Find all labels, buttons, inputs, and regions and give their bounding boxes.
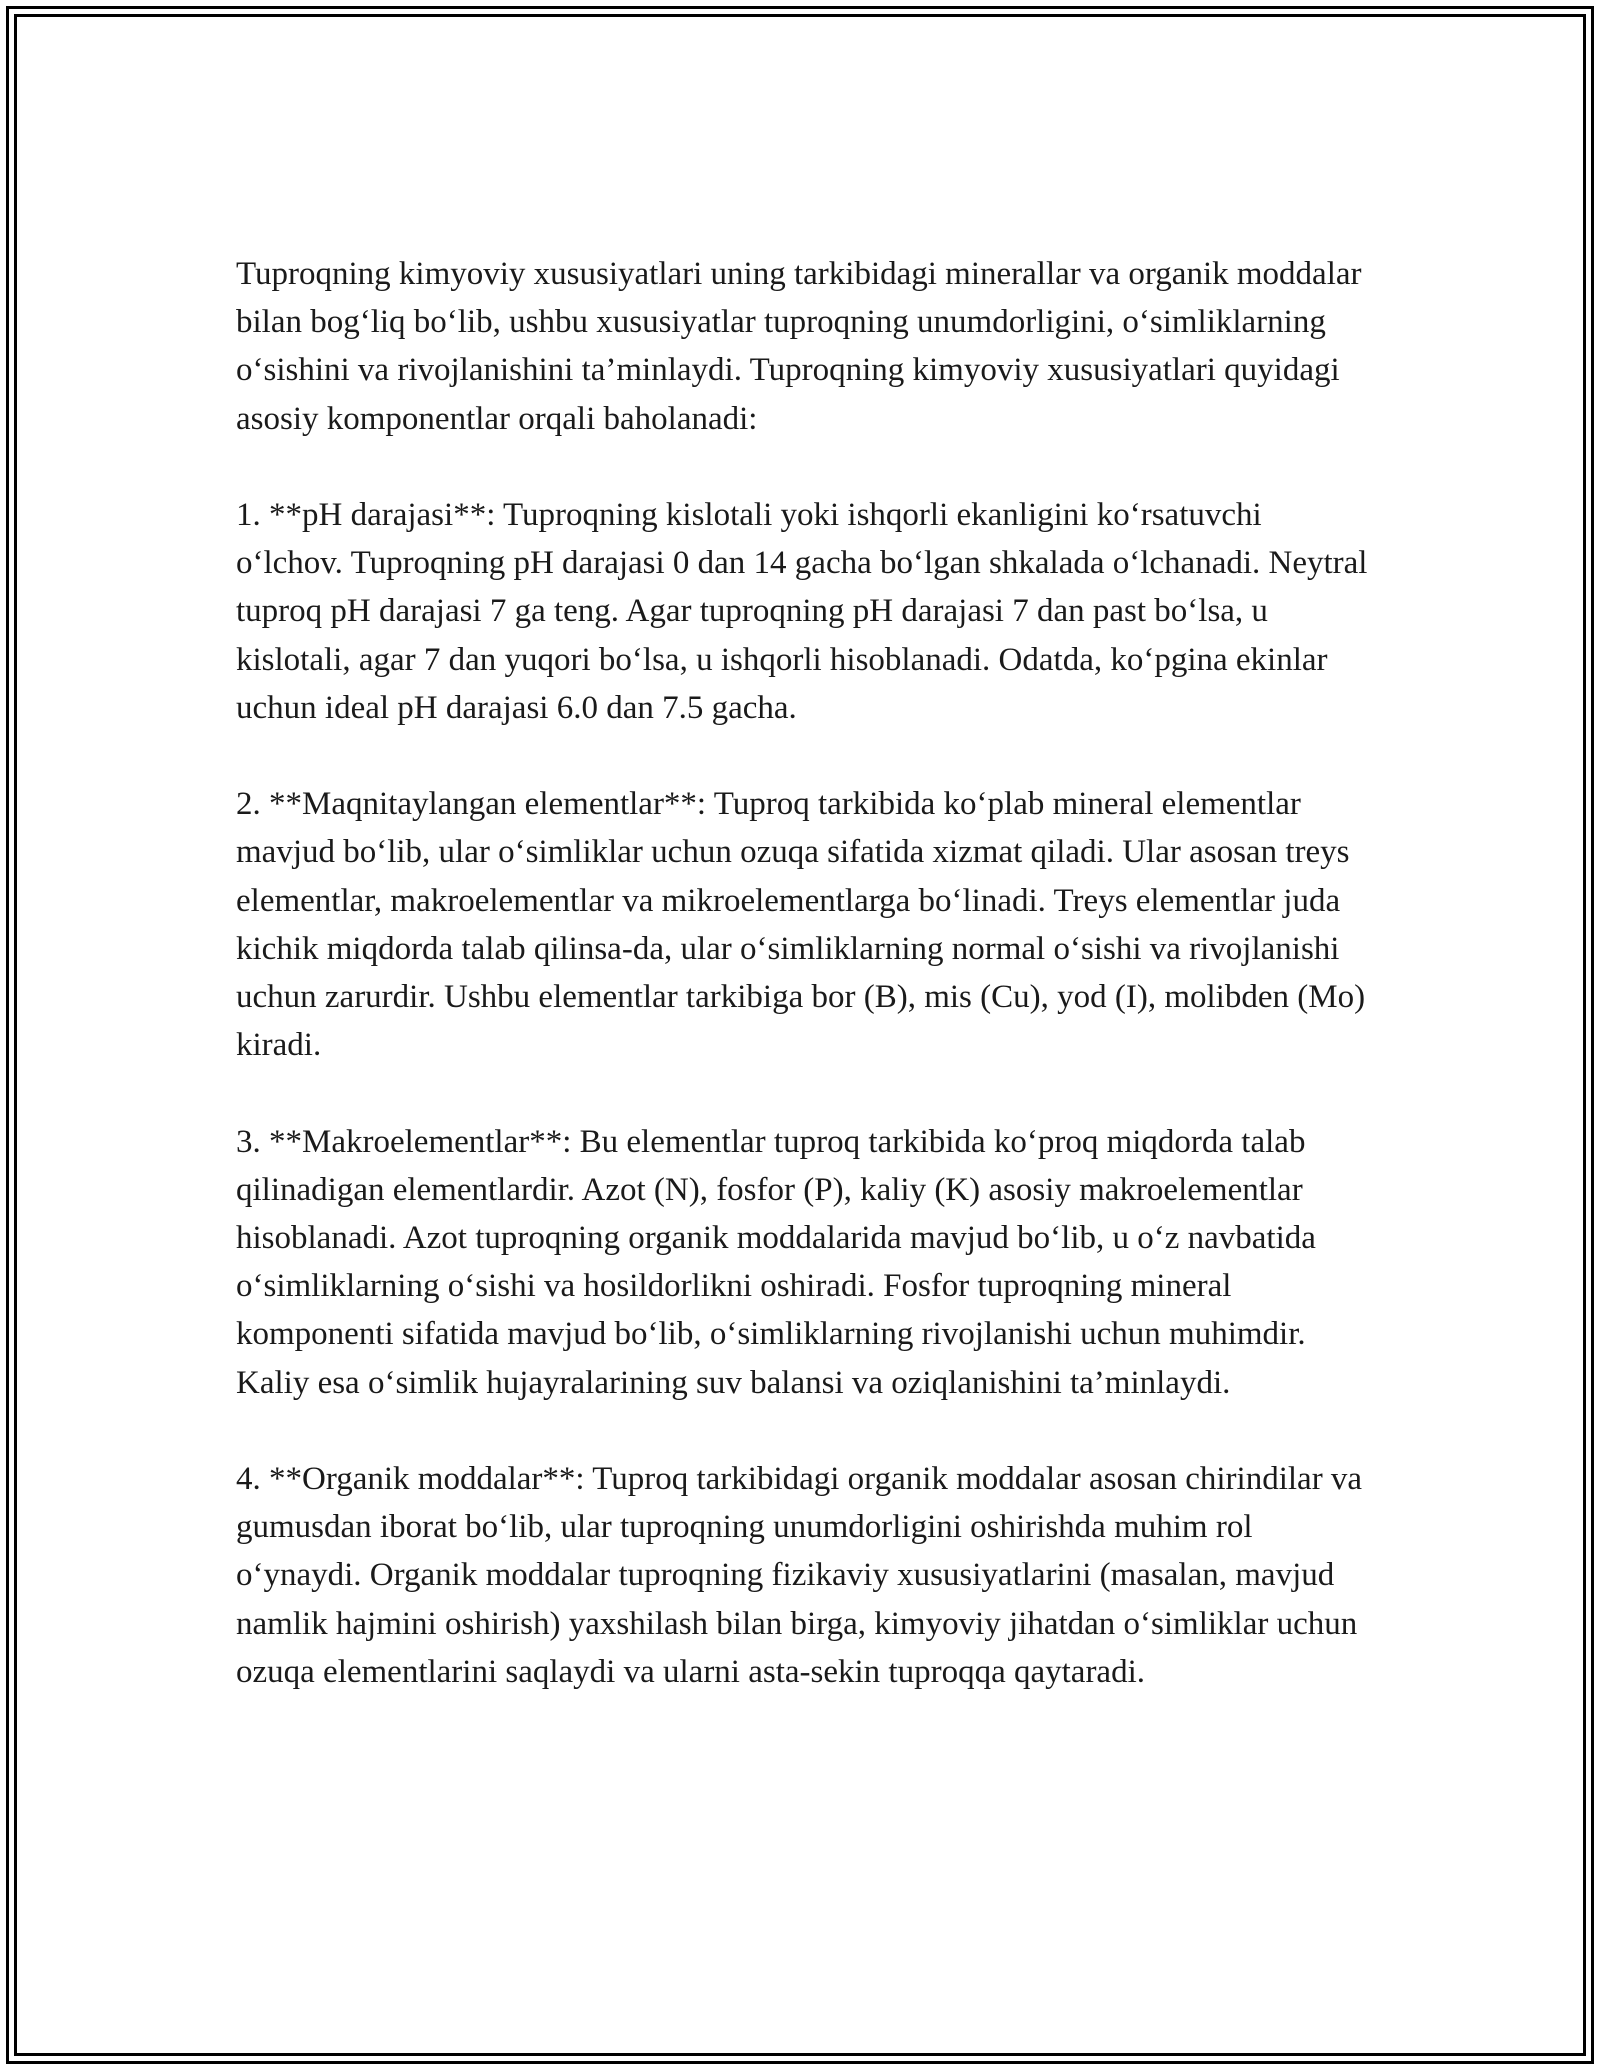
elements-paragraph: 2. **Maqnitaylangan elementlar**: Tuproq tarkibida ko‘plab mineral elementlar mavjud bo‘lib, ular o‘simliklar uchun ozuqa sifatida xizmat qiladi. Ular asosan treys elementlar, makroelementlar va mikroelementlarga bo‘linadi. Treys elementlar juda kichik miqdorda talab qilinsa-da, ular o‘simliklarning normal o‘sishi va rivojlanishi uchun zarurdir. Ushbu elementlar tarkibiga bor (B), mis (Cu), yod (I), molibden (Mo) kiradi. [236, 786, 1366, 1064]
intro-paragraph: Tuproqning kimyoviy xususiyatlari uning tarkibidagi minerallar va organik moddalar bilan bog‘liq bo‘lib, ushbu xususiyatlar tuproqning unumdorligini, o‘simliklarning o‘sishini va rivojlanishini ta’minlaydi. Tuproqning kimyoviy xususiyatlari quyidagi asosiy komponentlar orqali baholanadi: [236, 256, 1362, 437]
organic-matter-paragraph: 4. **Organik moddalar**: Tuproq tarkibidagi organik moddalar asosan chirindilar va gumusdan iborat bo‘lib, ular tuproqning unumdorligini oshirishda muhim rol o‘ynaydi. Organik moddalar tuproqning fizikaviy xususiyatlarini (masalan, mavjud namlik hajmini oshirish) yaxshilash bilan birga, kimyoviy jihatdan o‘simliklar uchun ozuqa elementlarini saqlaydi va ularni asta-sekin tuproqqa qaytaradi. [236, 1461, 1363, 1690]
document-body [236, 250, 1376, 1696]
ph-paragraph: 1. **pH darajasi**: Tuproqning kislotali yoki ishqorli ekanligini ko‘rsatuvchi o‘lchov. Tuproqning pH darajasi 0 dan 14 gacha bo‘lgan shkalada o‘lchanadi. Neytral tuproq pH darajasi 7 ga teng. Agar tuproqning pH darajasi 7 dan past bo‘lsa, u kislotali, agar 7 dan yuqori bo‘lsa, u ishqorli hisoblanadi. Odatda, ko‘pgina ekinlar uchun ideal pH darajasi 6.0 dan 7.5 gacha. [236, 497, 1368, 726]
macroelements-paragraph: 3. **Makroelementlar**: Bu elementlar tuproq tarkibida ko‘proq miqdorda talab qilinadigan elementlardir. Azot (N), fosfor (P), kaliy (K) asosiy makroelementlar hisoblanadi. Azot tuproqning organik moddalarida mavjud bo‘lib, u o‘z navbatida o‘simliklarning o‘sishi va hosildorlikni oshiradi. Fosfor tuproqning mineral komponenti sifatida mavjud bo‘lib, o‘simliklarning rivojlanishi uchun muhimdir. Kaliy esa o‘simlik hujayralarining suv balansi va oziqlanishini ta’minlaydi. [236, 1123, 1316, 1401]
